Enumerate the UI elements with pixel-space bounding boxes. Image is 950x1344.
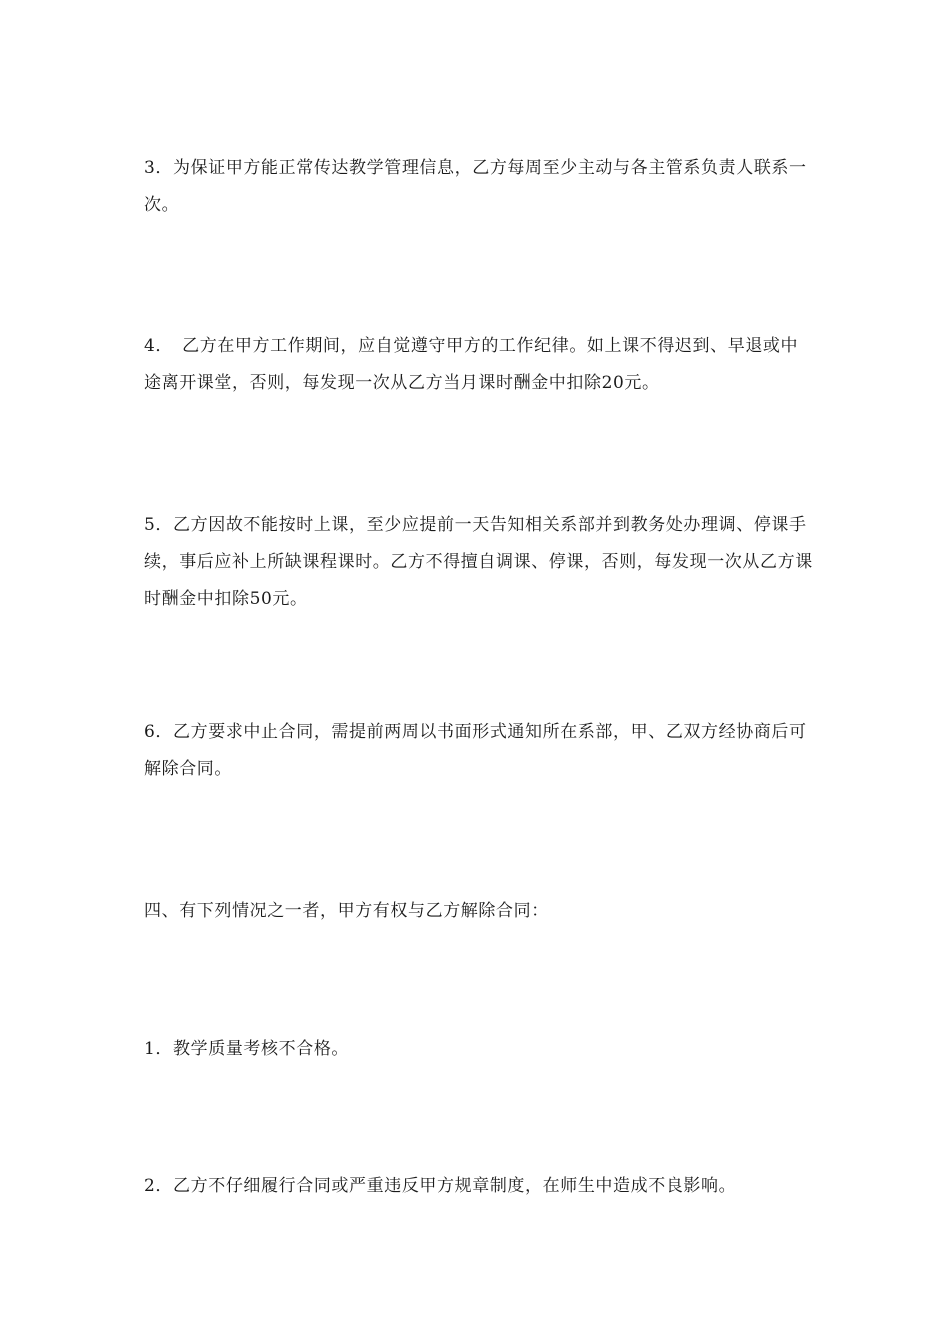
clause-5-paragraph: 5．乙方因故不能按时上课，至少应提前一天告知相关系部并到教务处办理调、停课手续，事后应补上所缺课程课时。乙方不得擅自调课、停课，否则，每发现一次从乙方课时酬金中扣除50元。: [144, 515, 813, 609]
section-4-heading: 四、有下列情况之一者，甲方有权与乙方解除合同：: [144, 901, 549, 921]
termination-item-2: 2．乙方不仔细履行合同或严重违反甲方规章制度，在师生中造成不良影响。: [144, 1176, 737, 1196]
clause-6-paragraph: 6．乙方要求中止合同，需提前两周以书面形式通知所在系部，甲、乙双方经协商后可解除合同。: [144, 722, 807, 779]
clause-3-paragraph: 3．为保证甲方能正常传达教学管理信息，乙方每周至少主动与各主管系负责人联系一次。: [144, 158, 807, 215]
termination-item-1: 1．教学质量考核不合格。: [144, 1039, 350, 1059]
clause-4-paragraph: 4． 乙方在甲方工作期间，应自觉遵守甲方的工作纪律。如上课不得迟到、早退或中途离开课堂，否则，每发现一次从乙方当月课时酬金中扣除20元。: [144, 336, 799, 393]
